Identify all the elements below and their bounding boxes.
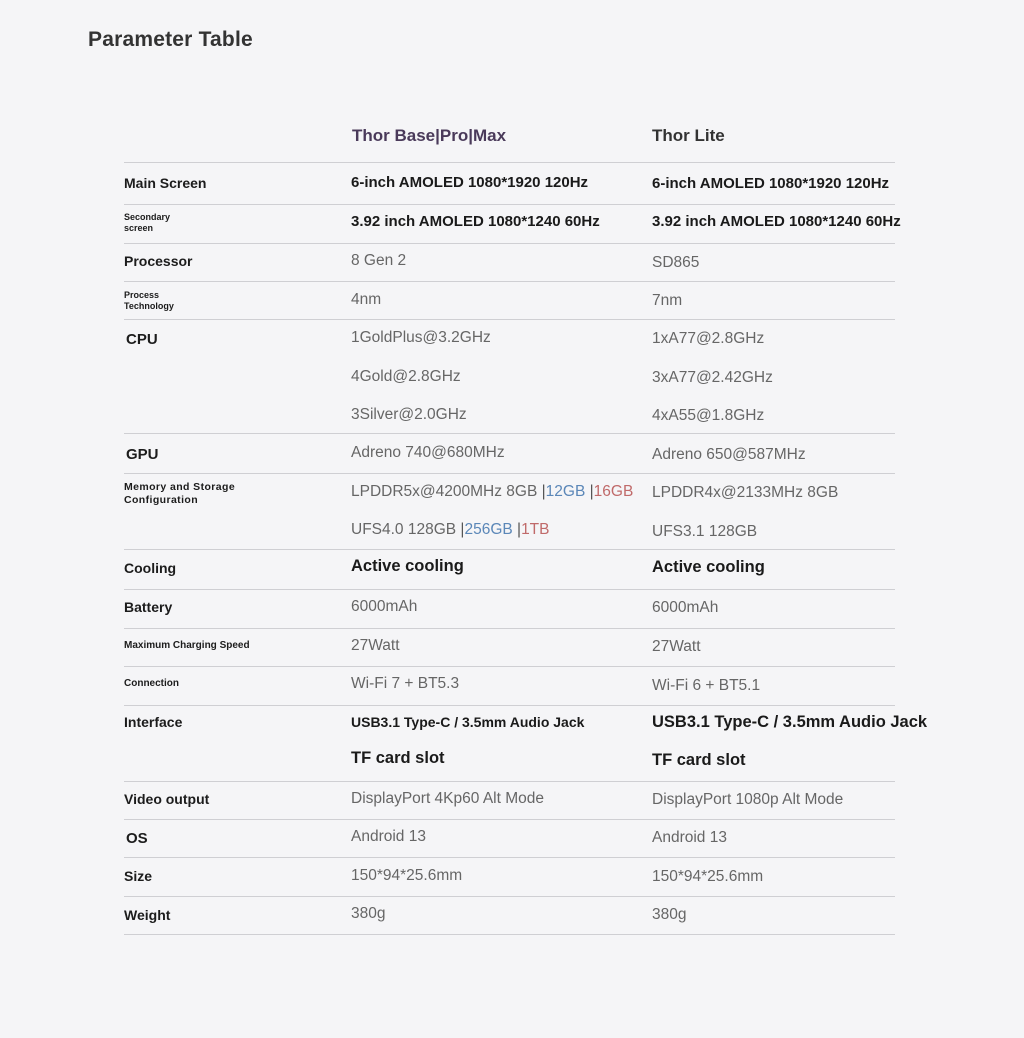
row-label-connection: Connection (124, 678, 179, 689)
option-separator: | (517, 521, 522, 538)
row-label-line: Secondary (124, 212, 171, 222)
row-label-line: Technology (124, 301, 174, 311)
cell-size-lite: 150*94*25.6mm (652, 868, 764, 885)
cell-main-screen-lite: 6-inch AMOLED 1080*1920 120Hz (652, 175, 890, 192)
row-label-processor: Processor (124, 253, 193, 269)
cell-processor-lite: SD865 (652, 254, 700, 271)
cell-connection-base: Wi-Fi 7 + BT5.3 (351, 675, 460, 692)
row-label-os: OS (126, 830, 148, 847)
cell-video-output-lite: DisplayPort 1080p Alt Mode (652, 791, 844, 808)
table-divider (124, 628, 895, 629)
row-label-cooling: Cooling (124, 560, 177, 576)
table-divider (124, 473, 895, 474)
row-label-main-screen: Main Screen (124, 175, 207, 191)
cell-process-technology-base: 4nm (351, 291, 382, 308)
row-label-line: Process (124, 290, 160, 300)
table-divider (124, 319, 895, 320)
cell-size-base: 150*94*25.6mm (351, 867, 463, 884)
row-label-size: Size (124, 868, 153, 884)
page-title: Parameter Table (88, 28, 253, 51)
option-separator: | (541, 483, 546, 500)
cell-battery-lite: 6000mAh (652, 599, 719, 616)
cell-cpu-lite-1: 1xA77@2.8GHz (652, 330, 765, 347)
table-divider (124, 857, 895, 858)
cell-cooling-base: Active cooling (351, 557, 464, 575)
cell-cpu-base-2: 4Gold@2.8GHz (351, 368, 461, 385)
option-separator: | (589, 483, 594, 500)
table-divider (124, 162, 895, 163)
table-divider (124, 705, 895, 706)
row-label-line: screen (124, 223, 154, 233)
table-divider (124, 549, 895, 550)
table-divider (124, 934, 895, 935)
cell-interface-base-1: USB3.1 Type-C / 3.5mm Audio Jack (351, 714, 585, 730)
cell-cpu-base-3: 3Silver@2.0GHz (351, 406, 467, 423)
cell-charging-base: 27Watt (351, 637, 400, 654)
row-label-secondary-screen (124, 212, 170, 234)
cell-memory-base (351, 483, 633, 501)
storage-option-256gb: 256GB (464, 521, 513, 538)
cell-main-screen-base: 6-inch AMOLED 1080*1920 120Hz (351, 174, 589, 191)
cell-gpu-lite: Adreno 650@587MHz (652, 446, 806, 463)
row-label-video-output: Video output (124, 791, 210, 807)
row-label-cpu: CPU (126, 331, 158, 348)
cell-interface-lite-2: TF card slot (652, 751, 746, 769)
cell-interface-base-2: TF card slot (351, 749, 445, 767)
table-divider (124, 281, 895, 282)
option-separator: | (460, 521, 465, 538)
ram-option-16gb: 16GB (593, 483, 634, 500)
table-divider (124, 204, 895, 205)
row-label-gpu: GPU (126, 446, 159, 463)
cell-process-technology-lite: 7nm (652, 292, 683, 309)
cell-gpu-base: Adreno 740@680MHz (351, 444, 505, 461)
cell-charging-lite: 27Watt (652, 638, 701, 655)
row-label-line: Memory and Storage (124, 481, 236, 493)
table-divider (124, 433, 895, 434)
cell-secondary-screen-lite: 3.92 inch AMOLED 1080*1240 60Hz (652, 213, 901, 230)
cell-processor-base: 8 Gen 2 (351, 252, 407, 269)
ram-base-value: LPDDR5x@4200MHz 8GB (351, 483, 538, 500)
cell-storage-lite: UFS3.1 128GB (652, 523, 758, 540)
row-label-interface: Interface (124, 714, 183, 730)
table-divider (124, 896, 895, 897)
table-divider (124, 666, 895, 667)
table-divider (124, 819, 895, 820)
cell-weight-base: 380g (351, 905, 386, 922)
cell-cpu-lite-2: 3xA77@2.42GHz (652, 369, 773, 386)
cell-memory-lite: LPDDR4x@2133MHz 8GB (652, 484, 839, 501)
storage-base-value: UFS4.0 128GB (351, 521, 457, 538)
row-label-battery: Battery (124, 599, 173, 615)
table-divider (124, 589, 895, 590)
row-label-process-technology (124, 290, 174, 312)
row-label-charging-speed: Maximum Charging Speed (124, 640, 250, 651)
cell-os-base: Android 13 (351, 828, 426, 845)
table-divider (124, 243, 895, 244)
cell-storage-base (351, 521, 550, 539)
column-header-thor-lite: Thor Lite (652, 126, 725, 145)
cell-secondary-screen-base: 3.92 inch AMOLED 1080*1240 60Hz (351, 213, 600, 230)
cell-os-lite: Android 13 (652, 829, 727, 846)
cell-cooling-lite: Active cooling (652, 558, 765, 576)
table-divider (124, 781, 895, 782)
cell-cpu-base-1: 1GoldPlus@3.2GHz (351, 329, 491, 346)
row-label-memory-storage (124, 481, 235, 507)
ram-option-12gb: 12GB (545, 483, 586, 500)
cell-weight-lite: 380g (652, 906, 687, 923)
cell-connection-lite: Wi-Fi 6 + BT5.1 (652, 677, 761, 694)
storage-option-1tb: 1TB (521, 521, 550, 538)
cell-interface-lite-1: USB3.1 Type-C / 3.5mm Audio Jack (652, 713, 928, 731)
cell-video-output-base: DisplayPort 4Kp60 Alt Mode (351, 790, 544, 807)
row-label-weight: Weight (124, 907, 171, 923)
cell-cpu-lite-3: 4xA55@1.8GHz (652, 407, 765, 424)
cell-battery-base: 6000mAh (351, 598, 418, 615)
column-header-thor-base: Thor Base|Pro|Max (352, 126, 507, 145)
row-label-line: Configuration (124, 494, 199, 506)
